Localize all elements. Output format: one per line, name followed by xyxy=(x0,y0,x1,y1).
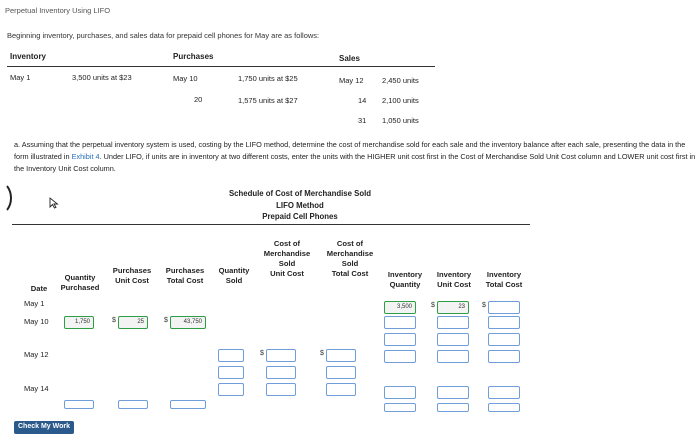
instructions-text xyxy=(14,139,696,175)
col-inventory-unit-cost: Inventory Unit Cost xyxy=(436,270,472,289)
purchase-date-2: 20 xyxy=(194,95,203,104)
row-label-may14: May 14 xyxy=(24,384,49,393)
row-label-may1: May 1 xyxy=(24,299,45,308)
dollar-sign: $ xyxy=(112,317,116,324)
dollar-sign: $ xyxy=(431,302,435,309)
may1-inventory-total-cost-input[interactable] xyxy=(488,301,520,314)
may14-quantity-sold-input[interactable] xyxy=(218,383,244,396)
row-label-may12: May 12 xyxy=(24,350,49,359)
purchases-header: Purchases xyxy=(173,52,214,61)
may20-total-cost-input-partial[interactable] xyxy=(170,400,206,409)
may12-cms-unit-cost-input-1[interactable] xyxy=(266,349,296,362)
purchase-detail-2: 1,575 units at $27 xyxy=(238,96,298,105)
row-label-may10: May 10 xyxy=(24,317,49,326)
may14-cms-unit-cost-input[interactable] xyxy=(266,383,296,396)
col-quantity-purchased: Quantity Purchased xyxy=(60,273,100,292)
may12-inventory-quantity-input[interactable] xyxy=(384,350,416,363)
may12-cms-total-cost-input-2[interactable] xyxy=(326,366,356,379)
instructions-part1: a. Assuming that the perpetual inventory system is used, costing by the LIFO method, determine the cost of merchandise sold for each sale and the inventory balance after each sale, presenting the data in the form illustrated in xyxy=(14,140,686,161)
check-my-work-button[interactable]: Check My Work xyxy=(14,421,74,434)
inventory-detail: 3,500 units at $23 xyxy=(72,73,132,82)
may14-inventory-total-cost-input-1[interactable] xyxy=(488,386,520,399)
col-cms-total-cost: Cost of Merchandise Sold Total Cost xyxy=(326,239,374,278)
col-date: Date xyxy=(30,284,48,293)
sale-detail-3: 1,050 units xyxy=(382,116,419,125)
may12-cms-unit-cost-input-2[interactable] xyxy=(266,366,296,379)
schedule-item: Prepaid Cell Phones xyxy=(262,212,338,221)
scroll-arc-decoration xyxy=(0,181,12,215)
may12-cms-total-cost-input-1[interactable] xyxy=(326,349,356,362)
inventory-header: Inventory xyxy=(10,52,47,61)
may14-inventory-unit-cost-input-2[interactable] xyxy=(437,403,469,412)
may12-quantity-sold-input-2[interactable] xyxy=(218,366,244,379)
may14-inventory-unit-cost-input-1[interactable] xyxy=(437,386,469,399)
sale-detail-1: 2,450 units xyxy=(382,76,419,85)
may1-inventory-quantity-input[interactable]: 3,500 xyxy=(384,301,416,314)
col-inventory-quantity: Inventory Quantity xyxy=(387,270,423,289)
may20-quantity-purchased-input-partial[interactable] xyxy=(64,400,94,409)
col-inventory-total-cost: Inventory Total Cost xyxy=(485,270,523,289)
may10-inventory-unit-cost-input-1[interactable] xyxy=(437,316,469,329)
may10-inventory-quantity-input-1[interactable] xyxy=(384,316,416,329)
may14-inventory-total-cost-input-2[interactable] xyxy=(488,403,520,412)
may10-purchases-unit-cost-input[interactable]: 25 xyxy=(118,316,148,329)
sale-date-1: May 12 xyxy=(339,76,364,85)
col-cms-unit-cost: Cost of Merchandise Sold Unit Cost xyxy=(263,239,311,278)
sale-date-2: 14 xyxy=(358,96,367,105)
col-purchases-unit-cost: Purchases Unit Cost xyxy=(112,266,152,285)
purchase-date-1: May 10 xyxy=(173,74,198,83)
sale-date-3: 31 xyxy=(358,116,367,125)
dollar-sign: $ xyxy=(164,317,168,324)
inventory-date: May 1 xyxy=(10,73,31,82)
may14-inventory-quantity-input-1[interactable] xyxy=(384,386,416,399)
col-quantity-sold: Quantity Sold xyxy=(218,266,250,285)
may10-inventory-quantity-input-2[interactable] xyxy=(384,333,416,346)
schedule-title-rule xyxy=(12,224,530,225)
page-title: Perpetual Inventory Using LIFO xyxy=(5,6,111,15)
instructions-part2: . Under LIFO, if units are in inventory at two different costs, enter the units with the HIGHER unit cost first in the Cost of Merchandise Sold Unit Cost column and LOWER unit cost first in the Inventory Unit Cost column. xyxy=(14,152,696,173)
may14-inventory-quantity-input-2[interactable] xyxy=(384,403,416,412)
intro-text: Beginning inventory, purchases, and sales data for prepaid cell phones for May are as follows: xyxy=(7,31,320,40)
may10-quantity-purchased-input[interactable]: 1,750 xyxy=(64,316,94,329)
table-header-rule xyxy=(7,66,435,67)
dollar-sign: $ xyxy=(320,350,324,357)
schedule-title: Schedule of Cost of Merchandise Sold xyxy=(228,189,372,198)
may10-inventory-total-cost-input-1[interactable] xyxy=(488,316,520,329)
dollar-sign: $ xyxy=(260,350,264,357)
sales-header: Sales xyxy=(339,54,360,63)
dollar-sign: $ xyxy=(482,302,486,309)
may20-unit-cost-input-partial[interactable] xyxy=(118,400,148,409)
schedule-method: LIFO Method xyxy=(276,201,324,210)
col-purchases-total-cost: Purchases Total Cost xyxy=(165,266,205,285)
may14-cms-total-cost-input[interactable] xyxy=(326,383,356,396)
exhibit-4-link[interactable]: Exhibit 4 xyxy=(71,152,100,161)
sale-detail-2: 2,100 units xyxy=(382,96,419,105)
may12-inventory-total-cost-input[interactable] xyxy=(488,350,520,363)
may10-inventory-unit-cost-input-2[interactable] xyxy=(437,333,469,346)
may12-inventory-unit-cost-input[interactable] xyxy=(437,350,469,363)
may10-inventory-total-cost-input-2[interactable] xyxy=(488,333,520,346)
may12-quantity-sold-input-1[interactable] xyxy=(218,349,244,362)
may1-inventory-unit-cost-input[interactable]: 23 xyxy=(437,301,469,314)
may10-purchases-total-cost-input[interactable]: 43,750 xyxy=(170,316,206,329)
purchase-detail-1: 1,750 units at $25 xyxy=(238,74,298,83)
mouse-cursor-icon xyxy=(49,197,59,209)
